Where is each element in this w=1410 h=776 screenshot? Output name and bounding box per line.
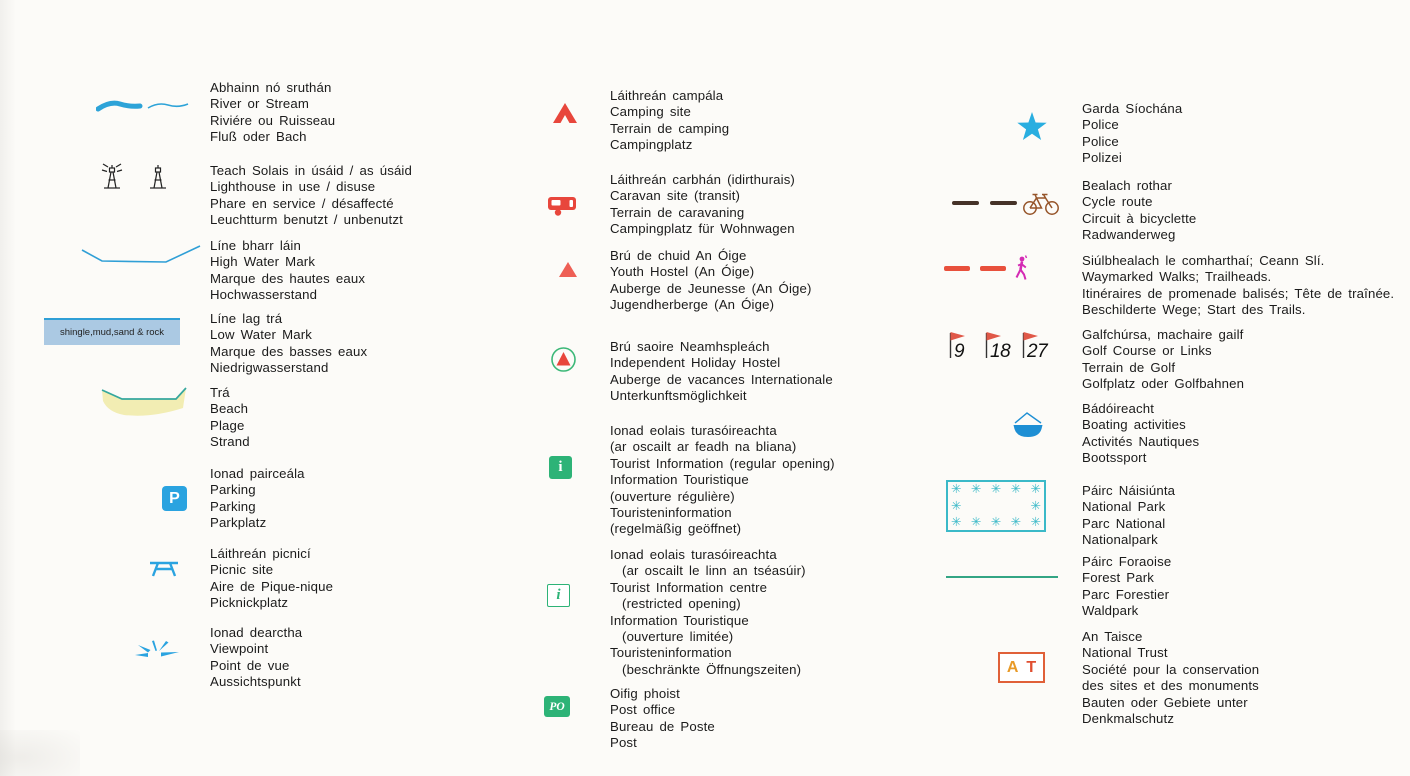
np-asterisk-row-middle <box>951 500 1041 513</box>
legend-entry-beach <box>210 385 250 451</box>
asterisk-glyph: ✳ <box>1030 482 1041 496</box>
legend-text-line: (ar oscailt le linn an tséasúir) <box>610 563 806 579</box>
asterisk-glyph: ✳ <box>951 482 962 496</box>
legend-entry-camping-site <box>610 88 729 154</box>
legend-entry-high-water-mark <box>210 238 365 304</box>
legend-text-line: Société pour la conservation <box>1082 661 1260 677</box>
legend-text-line: Police <box>1082 133 1119 149</box>
legend-text-line: Strand <box>210 434 250 450</box>
an-taisce-icon <box>998 652 1045 683</box>
legend-text-line: Nationalpark <box>1082 532 1158 548</box>
camping-site-icon <box>552 102 578 124</box>
legend-entry-picnic-site <box>210 546 333 612</box>
legend-text-line: Láithreán carbhán (idirthurais) <box>610 172 795 187</box>
legend-text-line: Golf Course or Links <box>1082 343 1212 359</box>
legend-text-line: Activités Nautiques <box>1082 433 1200 449</box>
legend-entry-police <box>1082 101 1182 167</box>
legend-text-line: National Trust <box>1082 645 1168 661</box>
legend-entry-low-water-mark <box>210 311 367 377</box>
picnic-site-icon <box>148 558 180 578</box>
legend-text-line: Tourist Information (regular opening) <box>610 455 835 471</box>
legend-text-line: Oifig phoist <box>610 686 680 701</box>
legend-text-line: Post <box>610 735 637 751</box>
legend-text-line: Independent Holiday Hostel <box>610 355 781 371</box>
legend-text-line: Ionad eolais turasóireachta <box>610 547 777 562</box>
legend-text-line: Ionad eolais turasóireachta <box>610 423 777 438</box>
river-stream-icon <box>96 95 190 117</box>
legend-text-line: Polizei <box>1082 150 1122 166</box>
legend-text-line: Touristeninformation <box>610 505 732 521</box>
legend-text-line: Marque des basses eaux <box>210 343 368 359</box>
golf-number: 27 <box>1027 341 1048 362</box>
legend-entry-an-taisce <box>1082 629 1259 727</box>
asterisk-glyph: ✳ <box>1010 515 1022 529</box>
legend-text-line: (ouverture régulière) <box>610 488 735 504</box>
golf-flag-27-icon <box>1021 331 1057 367</box>
legend-entry-caravan-site <box>610 172 795 238</box>
legend-text-line: Camping site <box>610 104 691 120</box>
legend-text-line: River or Stream <box>210 96 309 112</box>
legend-text-line: Ionad pairceála <box>210 466 305 481</box>
forest-park-icon <box>946 576 1058 578</box>
legend-text-line: Ionad dearctha <box>210 625 303 640</box>
viewpoint-icon <box>134 638 180 664</box>
legend-entry-parking <box>210 466 305 532</box>
asterisk-glyph: ✳ <box>990 482 1002 496</box>
legend-text-line: Páirc Foraoise <box>1082 554 1172 569</box>
legend-text-line: Parc Forestier <box>1082 586 1170 602</box>
legend-text-line: Fluß oder Bach <box>210 129 307 145</box>
legend-text-line: Lighthouse in use / disuse <box>210 179 376 195</box>
waymarked-walk-dash-icon <box>980 266 1006 271</box>
legend-text-line: Phare en service / désaffecté <box>210 195 394 211</box>
legend-text-line: (restricted opening) <box>610 596 741 612</box>
legend-text-line: Golfplatz oder Golfbahnen <box>1082 376 1245 392</box>
legend-text-line: Circuit à bicyclette <box>1082 210 1197 226</box>
legend-text-line: Campingplatz für Wohnwagen <box>610 221 795 237</box>
legend-text-line: Parking <box>210 498 256 514</box>
legend-text-line: Bauten oder Gebiete unter <box>1082 694 1248 710</box>
asterisk-glyph: ✳ <box>970 482 982 496</box>
legend-text-line: Plage <box>210 417 245 433</box>
legend-text-line: Bootssport <box>1082 450 1147 466</box>
high-water-mark-icon <box>80 240 202 270</box>
legend-text-line: Information Touristique <box>610 472 749 488</box>
legend-entry-post-office <box>610 686 715 752</box>
asterisk-glyph: ✳ <box>1030 498 1041 513</box>
golf-number: 18 <box>990 341 1011 362</box>
legend-text-line: Point de vue <box>210 657 290 673</box>
parking-icon <box>162 486 187 511</box>
legend-text-line: Forest Park <box>1082 570 1155 586</box>
parking-letter: P <box>169 489 180 507</box>
caravan-site-icon <box>547 193 579 217</box>
legend-text-line: Brú saoire Neamhspleách <box>610 339 770 354</box>
golf-flag-9-icon <box>948 331 984 367</box>
legend-text-line: Low Water Mark <box>210 327 313 343</box>
legend-text-line: Siúlbhealach le comharthaí; Ceann Slí. <box>1082 253 1325 268</box>
legend-text-line: Youth Hostel (An Óige) <box>610 264 755 280</box>
legend-text-line: Trá <box>210 385 230 400</box>
lighthouse-in-use-disuse-icon <box>98 160 178 192</box>
post-office-icon <box>544 696 570 717</box>
legend-text-line: Information Touristique <box>610 612 749 628</box>
cycle-route-dash-icon <box>990 201 1017 205</box>
legend-text-line: des sites et des monuments <box>1082 678 1259 694</box>
legend-text-line: Bureau de Poste <box>610 718 715 734</box>
legend-text-line: Páirc Náisiúnta <box>1082 483 1176 498</box>
legend-text-line: Itinéraires de promenade balisés; Tête de traînée. <box>1082 285 1395 301</box>
bicycle-icon <box>1022 190 1060 216</box>
golf-number: 9 <box>954 341 965 362</box>
np-asterisk-row-bottom <box>951 516 1041 529</box>
np-asterisk-row-top <box>951 483 1041 496</box>
legend-text-line: Parking <box>210 482 256 498</box>
legend-entry-national-park <box>1082 483 1175 549</box>
legend-entry-youth-hostel <box>610 248 812 314</box>
legend-text-line: Campingplatz <box>610 137 693 153</box>
legend-text-line: Parc National <box>1082 515 1166 531</box>
legend-text-line: Touristeninformation <box>610 645 732 661</box>
legend-text-line: Viewpoint <box>210 641 269 657</box>
info-letter: i <box>558 459 563 475</box>
legend-text-line: Líne lag trá <box>210 311 283 326</box>
legend-text-line: Láithreán picnicí <box>210 546 311 561</box>
asterisk-glyph: ✳ <box>951 515 962 529</box>
legend-entry-viewpoint <box>210 625 302 691</box>
asterisk-glyph: ✳ <box>1010 482 1022 496</box>
legend-text-line: Abhainn nó sruthán <box>210 80 332 95</box>
legend-text-line: Terrain de caravaning <box>610 204 745 220</box>
police-star-icon <box>1016 111 1048 142</box>
an-taisce-letter-t: T <box>1026 658 1037 676</box>
legend-entry-cycle-route <box>1082 178 1196 244</box>
legend-text-line: Aire de Pique-nique <box>210 578 334 594</box>
legend-text-line: High Water Mark <box>210 254 316 270</box>
legend-text-line: Post office <box>610 702 676 718</box>
legend-text-line: (ar oscailt ar feadh na bliana) <box>610 439 797 455</box>
legend-text-line: Waldpark <box>1082 603 1139 619</box>
legend-text-line: (ouverture limitée) <box>610 629 734 645</box>
legend-text-line: Galfchúrsa, machaire gailf <box>1082 327 1244 342</box>
legend-text-line: Aussichtspunkt <box>210 674 301 690</box>
legend-text-line: Picknickplatz <box>210 595 289 611</box>
legend-text-line: (beschränkte Öffnungszeiten) <box>610 661 802 677</box>
asterisk-glyph: ✳ <box>951 498 962 513</box>
national-park-icon <box>946 480 1046 532</box>
legend-text-line: Police <box>1082 117 1119 133</box>
legend-text-line: An Taisce <box>1082 629 1143 644</box>
legend-entry-lighthouse <box>210 163 412 229</box>
beach-icon <box>72 386 190 424</box>
legend-text-line: Unterkunftsmöglichkeit <box>610 388 747 404</box>
legend-text-line: Leuchtturm benutzt / unbenutzt <box>210 212 403 228</box>
legend-text-line: Parkplatz <box>210 515 267 531</box>
legend-text-line: National Park <box>1082 499 1166 515</box>
legend-text-line: Líne bharr láin <box>210 238 301 253</box>
boating-icon <box>1010 410 1046 442</box>
cycle-route-dash-icon <box>952 201 979 205</box>
legend-text-line: Riviére ou Ruisseau <box>210 112 336 128</box>
asterisk-glyph: ✳ <box>970 515 982 529</box>
legend-entry-tourist-info-regular <box>610 423 835 538</box>
legend-entry-tourist-info-restricted <box>610 547 806 678</box>
waymarked-walk-dash-icon <box>944 266 970 271</box>
legend-text-line: Terrain de Golf <box>1082 359 1176 375</box>
legend-text-line: Waymarked Walks; Trailheads. <box>1082 269 1272 285</box>
legend-text-line: Beach <box>210 401 249 417</box>
legend-text-line: Jugendherberge (An Óige) <box>610 297 775 313</box>
tourist-information-regular-icon <box>549 456 572 479</box>
asterisk-glyph: ✳ <box>1030 515 1041 529</box>
info-letter-italic: i <box>556 587 561 603</box>
legend-text-line: Láithreán campála <box>610 88 724 103</box>
legend-text-line: Denkmalschutz <box>1082 711 1175 727</box>
legend-text-line: (regelmäßig geöffnet) <box>610 521 742 537</box>
low-water-label: shingle,mud,sand & rock <box>59 327 165 338</box>
legend-text-line: Terrain de camping <box>610 120 730 136</box>
legend-text-line: Auberge de vacances Internationale <box>610 371 833 387</box>
low-water-mark-icon <box>44 318 180 345</box>
legend-text-line: Beschilderte Wege; Start des Trails. <box>1082 302 1306 318</box>
legend-text-line: Cycle route <box>1082 194 1153 210</box>
legend-text-line: Bealach rothar <box>1082 178 1173 193</box>
legend-text-line: Niedrigwasserstand <box>210 360 329 376</box>
legend-entry-golf-course <box>1082 327 1244 393</box>
legend-text-line: Bádóireacht <box>1082 401 1155 416</box>
legend-entry-boating <box>1082 401 1199 467</box>
independent-holiday-hostel-icon <box>550 346 577 373</box>
legend-text-line: Garda Síochána <box>1082 101 1183 116</box>
legend-text-line: Caravan site (transit) <box>610 188 741 204</box>
legend-text-line: Auberge de Jeunesse (An Óige) <box>610 280 812 296</box>
legend-text-line: Hochwasserstand <box>210 287 318 303</box>
legend-text-line: Boating activities <box>1082 417 1186 433</box>
legend-text-line: Tourist Information centre <box>610 579 768 595</box>
legend-text-line: Picnic site <box>210 562 274 578</box>
tourist-information-restricted-icon <box>547 584 570 607</box>
legend-entry-forest-park <box>1082 554 1171 620</box>
legend-entry-river-stream <box>210 80 335 146</box>
legend-text-line: Radwanderweg <box>1082 227 1176 243</box>
walker-icon <box>1013 255 1033 283</box>
legend-text-line: Brú de chuid An Óige <box>610 248 747 263</box>
youth-hostel-icon <box>558 261 578 278</box>
legend-text-line: Teach Solais in úsáid / as úsáid <box>210 163 412 178</box>
legend-entry-independent-hostel <box>610 339 833 405</box>
an-taisce-letter-a: A <box>1006 658 1019 676</box>
legend-entry-waymarked-walks <box>1082 253 1394 319</box>
post-office-letters: PO <box>549 700 565 713</box>
asterisk-glyph: ✳ <box>990 515 1002 529</box>
legend-text-line: Marque des hautes eaux <box>210 270 366 286</box>
golf-flag-18-icon <box>984 331 1020 367</box>
